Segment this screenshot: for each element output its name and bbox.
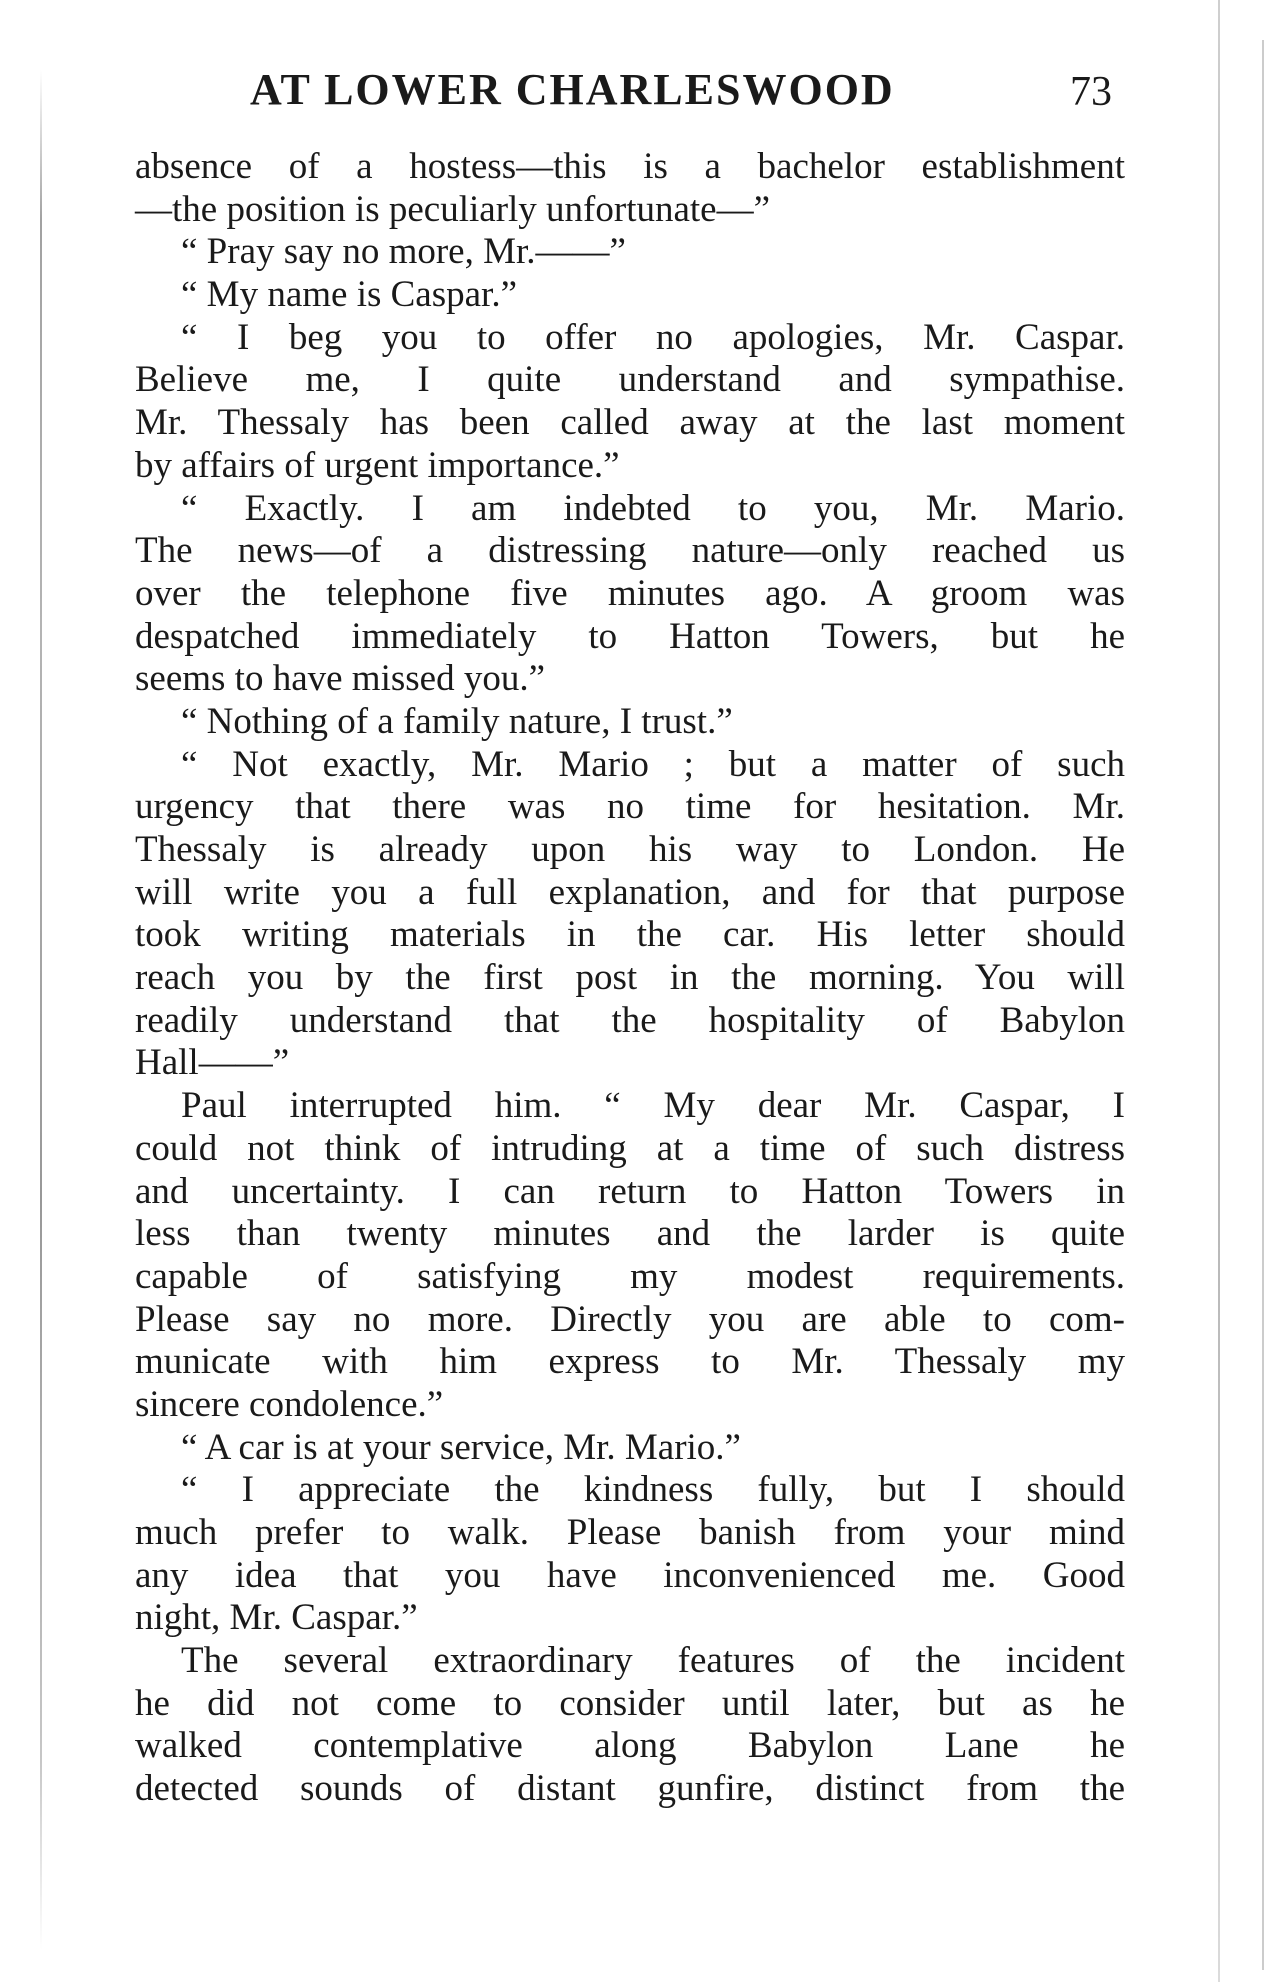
text-line: over the telephone five minutes ago. A groom was bbox=[135, 572, 1125, 614]
text-line: walked contemplative along Babylon Lane he bbox=[135, 1725, 1125, 1767]
text-line: Paul interrupted him. “ My dear Mr. Caspar, I bbox=[181, 1085, 1125, 1127]
text-line: sincere condolence.” bbox=[135, 1383, 444, 1425]
text-line: he did not come to consider until later, but as he bbox=[135, 1682, 1125, 1724]
page-header bbox=[0, 64, 1281, 124]
text-line: “ I appreciate the kindness fully, but I should bbox=[181, 1469, 1125, 1511]
page-edge bbox=[1218, 0, 1220, 1982]
text-line: Mr. Thessaly has been called away at the last moment bbox=[135, 402, 1125, 444]
text-line: Believe me, I quite understand and sympathise. bbox=[135, 359, 1125, 401]
text-line: night, Mr. Caspar.” bbox=[135, 1597, 418, 1639]
text-line: took writing materials in the car. His letter should bbox=[135, 914, 1125, 956]
text-line: much prefer to walk. Please banish from your mind bbox=[135, 1512, 1125, 1553]
text-line: “ My name is Caspar.” bbox=[181, 274, 517, 316]
running-head: AT LOWER CHARLESWOOD bbox=[250, 65, 895, 114]
text-line: will write you a full explanation, and for that purpose bbox=[135, 871, 1125, 913]
text-line: The several extraordinary features of the incident bbox=[181, 1640, 1125, 1682]
text-line: and uncertainty. I can return to Hatton Towers in bbox=[135, 1170, 1125, 1212]
page-number: 73 bbox=[1070, 69, 1112, 115]
text-line: any idea that you have inconvenienced me. Good bbox=[135, 1554, 1125, 1596]
text-line: “ Pray say no more, Mr.——” bbox=[181, 231, 626, 273]
body-text bbox=[135, 146, 1125, 1811]
scan-edge bbox=[1262, 40, 1264, 1970]
text-line: “ A car is at your service, Mr. Mario.” bbox=[181, 1426, 741, 1468]
text-line: seems to have missed you.” bbox=[135, 658, 545, 700]
text-line: “ Exactly. I am indebted to you, Mr. Mario. bbox=[181, 487, 1125, 529]
text-line: The news—of a distressing nature—only reached us bbox=[135, 530, 1125, 572]
text-line: Please say no more. Directly you are able to com- bbox=[135, 1298, 1125, 1340]
text-line: reach you by the first post in the morning. You will bbox=[135, 957, 1125, 999]
text-line: readily understand that the hospitality of Babylon bbox=[135, 999, 1125, 1041]
text-line: —the position is peculiarly unfortunate—” bbox=[135, 188, 771, 230]
text-line: absence of a hostess—this is a bachelor establishment bbox=[135, 146, 1125, 187]
text-line: detected sounds of distant gunfire, distinct from the bbox=[135, 1768, 1125, 1810]
binding-shadow bbox=[40, 70, 42, 1950]
text-line: Hall——” bbox=[135, 1042, 290, 1084]
text-line: “ Nothing of a family nature, I trust.” bbox=[181, 700, 733, 742]
text-line: Thessaly is already upon his way to London. He bbox=[135, 829, 1125, 870]
text-line: capable of satisfying my modest requirements. bbox=[135, 1255, 1125, 1297]
text-line: could not think of intruding at a time of such distress bbox=[135, 1127, 1125, 1169]
text-line: municate with him express to Mr. Thessaly my bbox=[135, 1341, 1125, 1383]
text-line: less than twenty minutes and the larder is quite bbox=[135, 1213, 1125, 1255]
text-line: despatched immediately to Hatton Towers, but he bbox=[135, 615, 1125, 657]
text-line: by affairs of urgent importance.” bbox=[135, 444, 620, 486]
text-line: urgency that there was no time for hesitation. Mr. bbox=[135, 786, 1125, 828]
text-line: “ I beg you to offer no apologies, Mr. Caspar. bbox=[181, 316, 1125, 358]
text-line: “ Not exactly, Mr. Mario ; but a matter of such bbox=[181, 743, 1125, 785]
